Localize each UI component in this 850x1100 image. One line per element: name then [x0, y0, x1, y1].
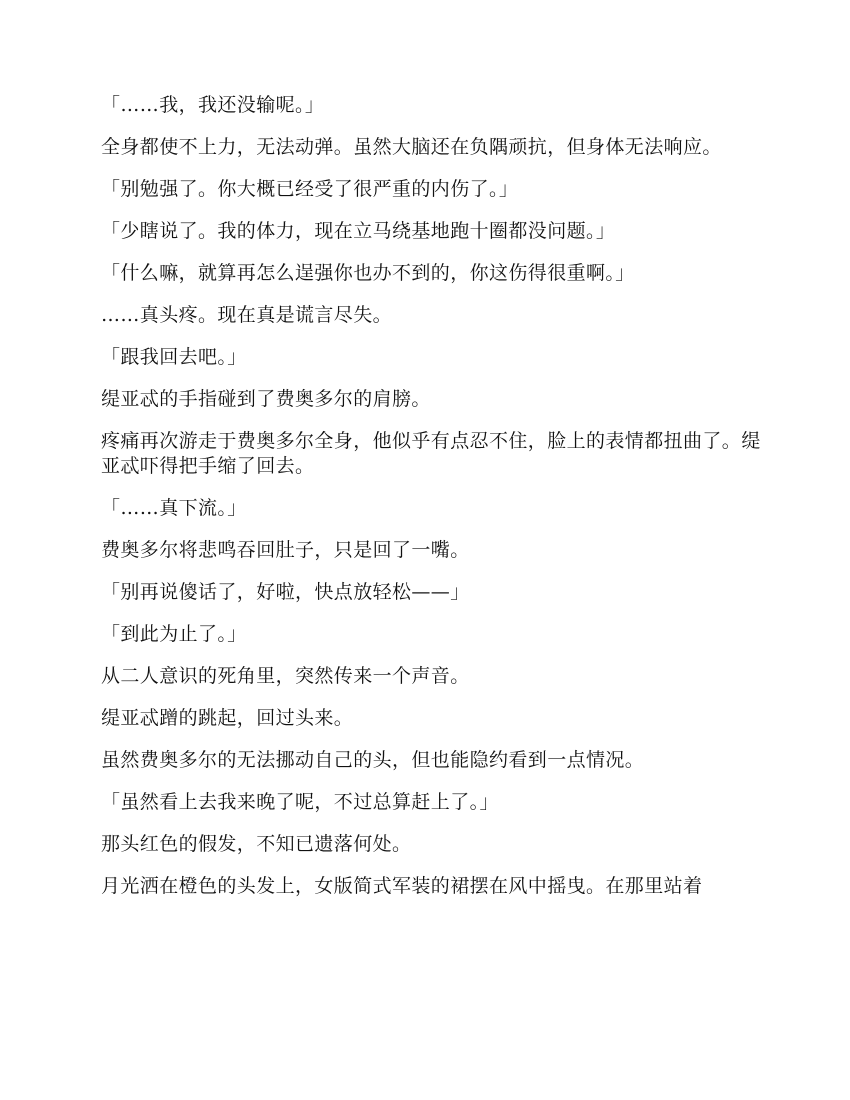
paragraph: 全身都使不上力，无法动弹。虽然大脑还在负隅顽抗，但身体无法响应。 [101, 136, 722, 158]
paragraph: 「到此为止了。」 [101, 623, 247, 645]
paragraph: 缇亚忒蹭的跳起，回过头来。 [101, 707, 354, 729]
paragraph: 「别再说傻话了，好啦，快点放轻松——」 [101, 581, 470, 603]
paragraph: 「别勉强了。你大概已经受了很严重的内伤了。」 [101, 178, 519, 200]
paragraph: 月光洒在橙色的头发上，女版简式军装的裙摆在风中摇曳。在那里站着 [101, 875, 703, 897]
paragraph: 「跟我回去吧。」 [101, 346, 247, 368]
paragraph: 「什么嘛，就算再怎么逞强你也办不到的，你这伤得很重啊。」 [101, 262, 635, 284]
paragraph: 「少瞎说了。我的体力，现在立马绕基地跑十圈都没问题。」 [101, 220, 616, 242]
paragraph: ……真头疼。现在真是谎言尽失。 [101, 304, 393, 326]
paragraph: 「……我，我还没输呢。」 [101, 94, 325, 116]
paragraph: 「……真下流。」 [101, 497, 247, 519]
body-text [101, 93, 761, 916]
paragraph: 虽然费奥多尔的无法挪动自己的头，但也能隐约看到一点情况。 [101, 749, 645, 771]
paragraph: 费奥多尔将悲鸣吞回肚子，只是回了一嘴。 [101, 539, 470, 561]
paragraph: 缇亚忒的手指碰到了费奥多尔的肩膀。 [101, 388, 431, 410]
paragraph: 疼痛再次游走于费奥多尔全身，他似乎有点忍不住，脸上的表情都扭曲了。缇亚忒吓得把手缩了回去。 [101, 430, 761, 477]
paragraph: 从二人意识的死角里，突然传来一个声音。 [101, 665, 470, 687]
paragraph: 那头红色的假发，不知已遗落何处。 [101, 833, 412, 855]
paragraph: 「虽然看上去我来晚了呢，不过总算赶上了。」 [101, 791, 499, 813]
